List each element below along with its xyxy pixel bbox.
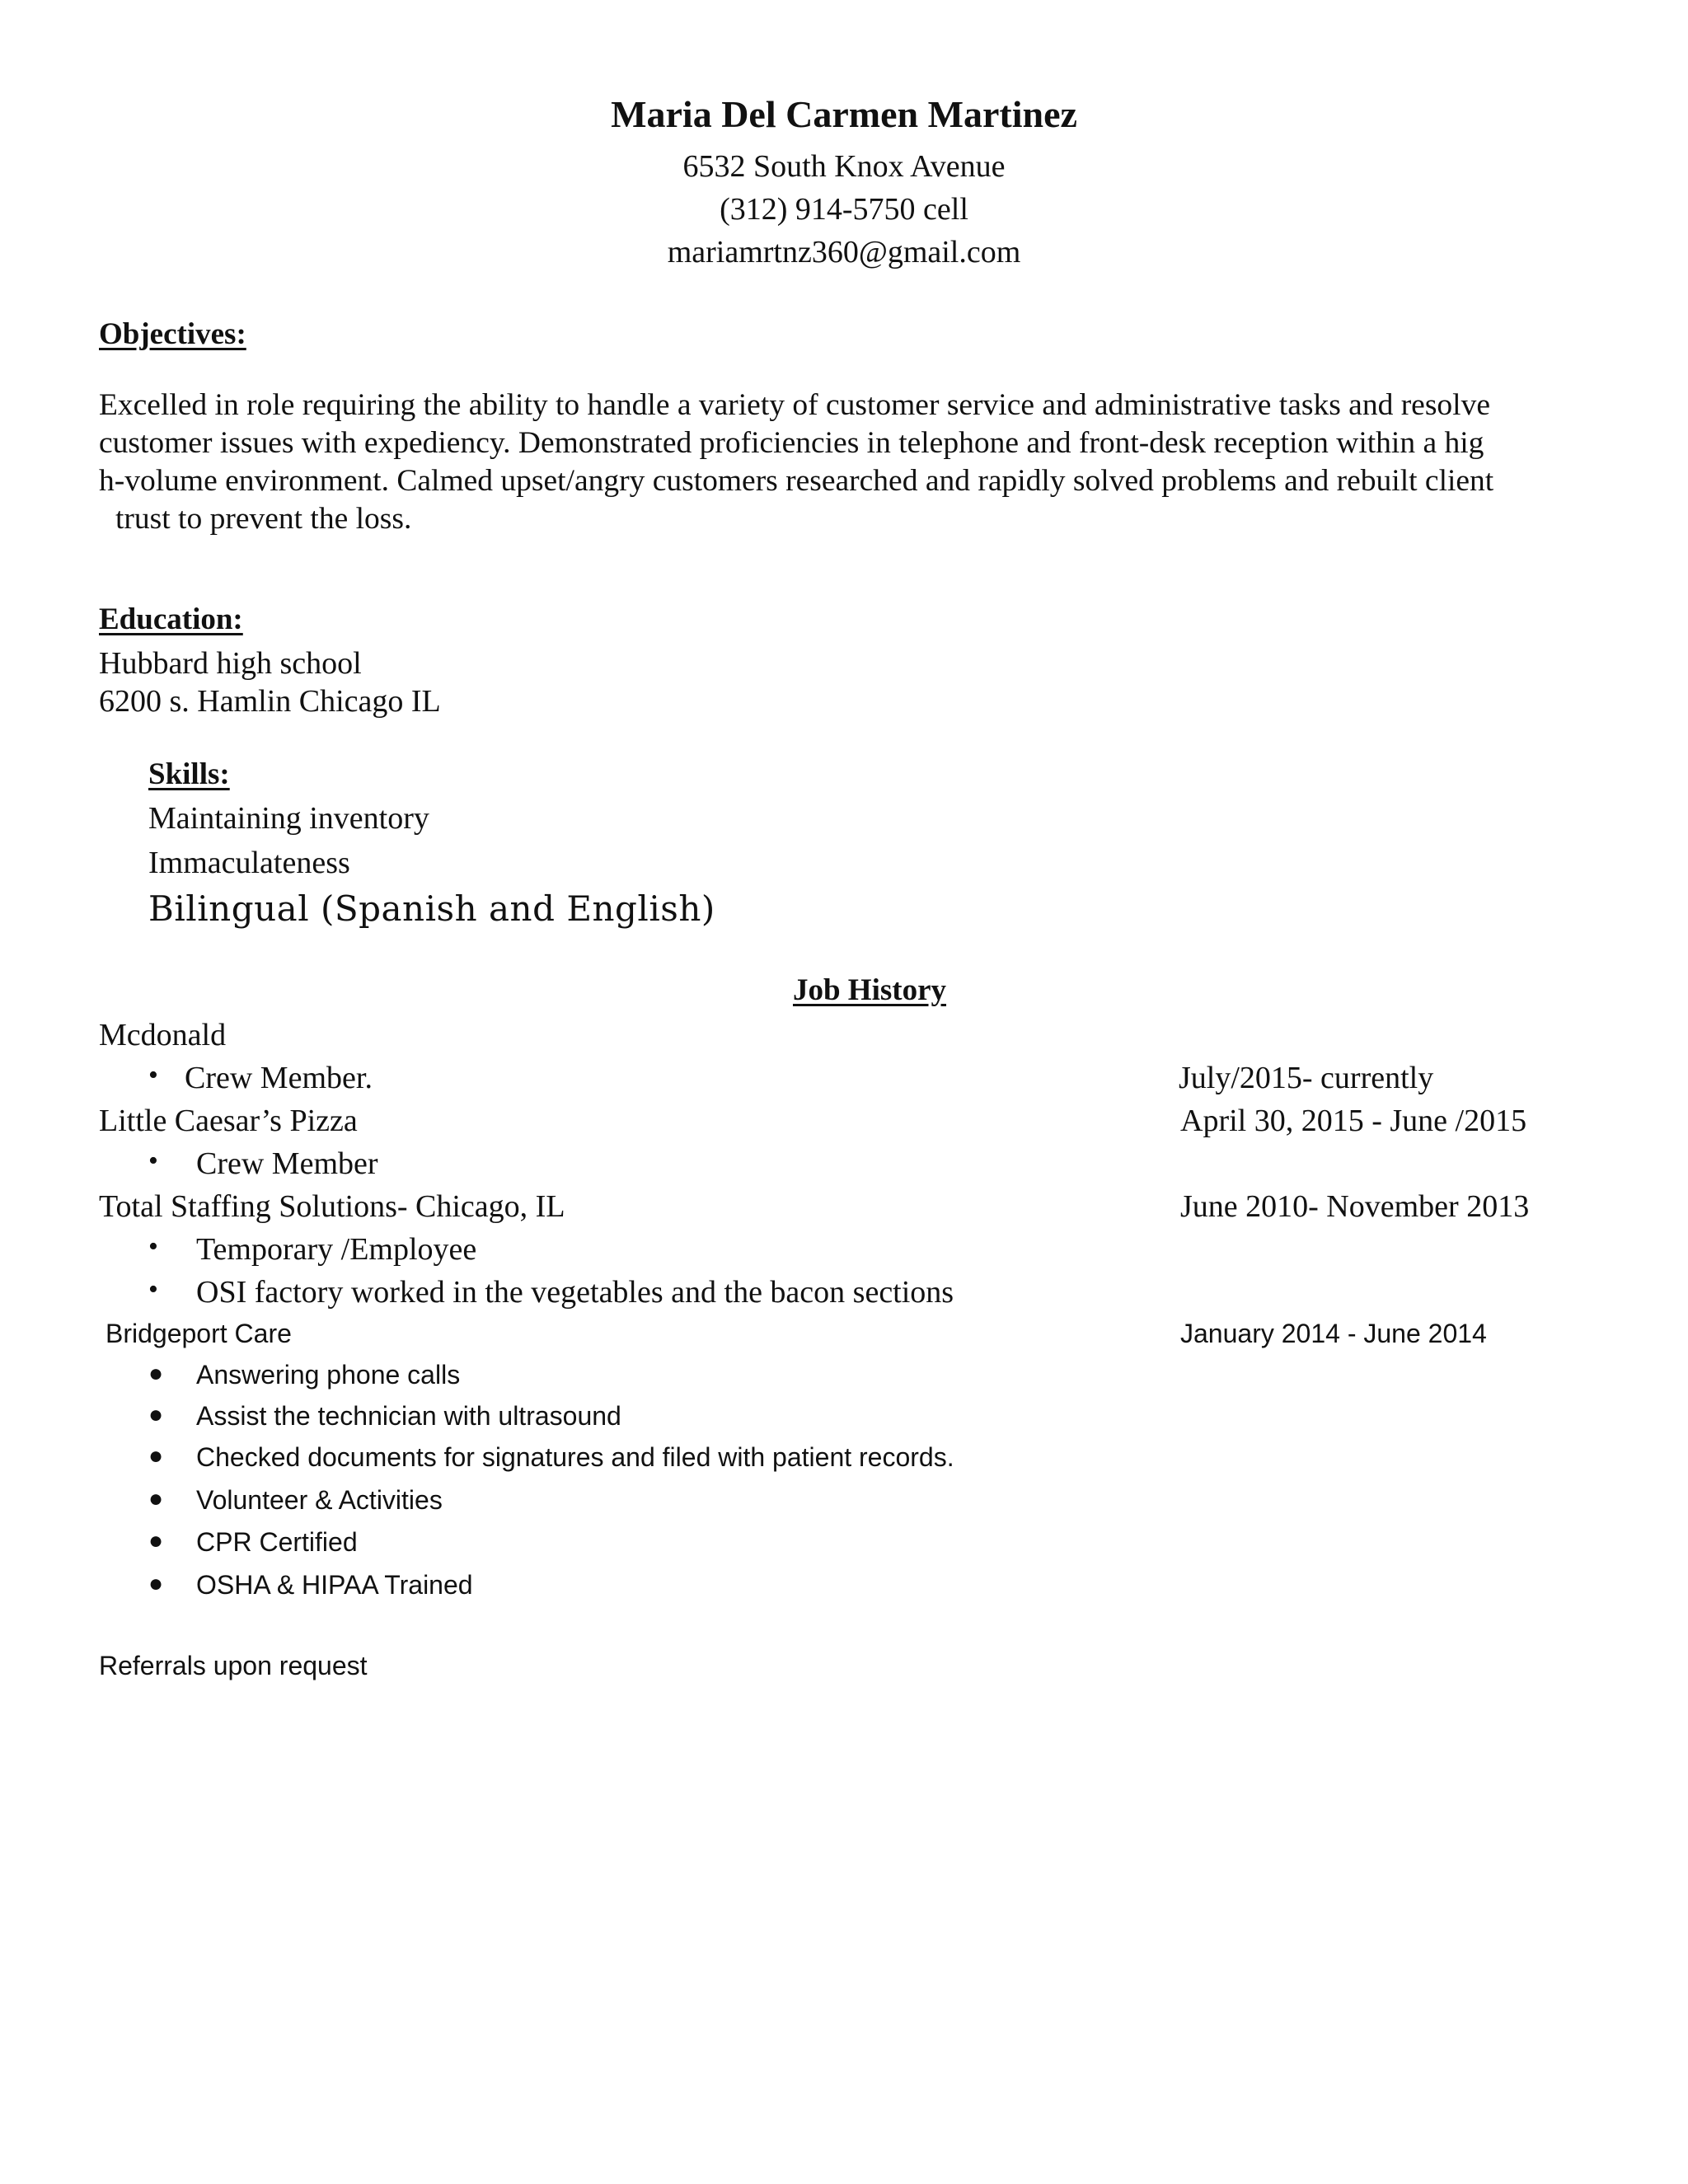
education-address: 6200 s. Hamlin Chicago IL — [99, 684, 441, 719]
job-dates: April 30, 2015 - June /2015 — [1180, 1104, 1527, 1138]
bullet-icon: ● — [148, 1442, 164, 1469]
referrals-note: Referrals upon request — [99, 1651, 368, 1680]
job-duty: Crew Member. — [185, 1061, 373, 1095]
contact-phone: (312) 914-5750 cell — [720, 192, 968, 227]
objectives-line: h-volume environment. Calmed upset/angry customers researched and rapidly solved problems and rebuilt client — [99, 464, 1494, 498]
contact-email: mariamrtnz360@gmail.com — [667, 235, 1021, 269]
job-duty: Temporary /Employee — [196, 1232, 477, 1267]
job-duty: Checked documents for signatures and filed with patient records. — [196, 1442, 954, 1472]
job-employer: Mcdonald — [99, 1018, 227, 1052]
bullet-icon: ● — [148, 1485, 164, 1512]
objectives-line: trust to prevent the loss. — [115, 502, 412, 536]
job-dates: June 2010- November 2013 — [1180, 1189, 1530, 1224]
job-duty: Volunteer & Activities — [196, 1485, 443, 1515]
bullet-icon: ● — [148, 1401, 164, 1428]
objectives-line: customer issues with expediency. Demonstrated proficiencies in telephone and front-desk reception within a hig — [99, 426, 1484, 460]
job-duty: Crew Member — [196, 1146, 378, 1181]
education-school: Hubbard high school — [99, 646, 362, 681]
contact-address: 6532 South Knox Avenue — [682, 149, 1006, 184]
bullet-icon: • — [148, 1146, 158, 1176]
objectives-line: Excelled in role requiring the ability to handle a variety of customer service and administrative tasks and resolve — [99, 388, 1490, 422]
job-history-heading: Job History — [792, 973, 947, 1007]
bullet-icon: • — [148, 1274, 158, 1305]
job-employer: Bridgeport Care — [106, 1319, 292, 1348]
bullet-icon: ● — [148, 1570, 164, 1597]
job-duty: Answering phone calls — [196, 1360, 461, 1390]
job-duty: CPR Certified — [196, 1527, 358, 1557]
skills-heading: Skills: — [148, 757, 230, 791]
job-duty: OSHA & HIPAA Trained — [196, 1570, 473, 1600]
bullet-icon: ● — [148, 1360, 164, 1387]
job-employer: Little Caesar’s Pizza — [99, 1104, 358, 1138]
resume-name: Maria Del Carmen Martinez — [611, 93, 1077, 135]
job-employer: Total Staffing Solutions- Chicago, IL — [99, 1189, 565, 1224]
skill-item: Bilingual (Spanish and English) — [148, 888, 715, 929]
job-duty: Assist the technician with ultrasound — [196, 1401, 621, 1431]
bullet-icon: • — [148, 1231, 158, 1262]
bullet-icon: • — [148, 1060, 158, 1090]
job-dates: January 2014 - June 2014 — [1180, 1319, 1487, 1348]
job-duty: OSI factory worked in the vegetables and the bacon sections — [196, 1275, 954, 1310]
skill-item: Maintaining inventory — [148, 801, 429, 836]
objectives-heading: Objectives: — [99, 317, 246, 351]
job-dates: July/2015- currently — [1179, 1061, 1434, 1095]
bullet-icon: ● — [148, 1527, 164, 1554]
education-heading: Education: — [99, 602, 243, 636]
skill-item: Immaculateness — [148, 846, 350, 880]
